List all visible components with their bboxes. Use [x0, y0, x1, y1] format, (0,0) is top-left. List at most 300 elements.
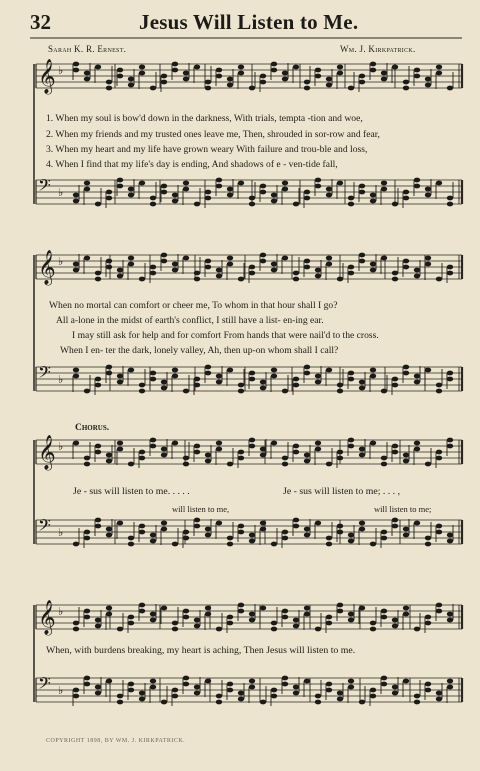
bass-clef: 𝄢: [38, 673, 51, 697]
note-head: [150, 444, 156, 449]
note-head: [139, 383, 145, 388]
note-head: [161, 190, 167, 195]
note-head: [117, 68, 123, 73]
note-head: [348, 618, 354, 623]
hymn-title: Jesus Will Listen to Me.: [139, 10, 359, 34]
note-head: [293, 524, 299, 529]
note-head: [139, 691, 145, 696]
note-head: [392, 685, 398, 690]
note-head: [370, 62, 376, 67]
note-head: [392, 65, 398, 70]
note-head: [216, 268, 222, 273]
note-head: [183, 462, 189, 467]
note-head: [117, 441, 123, 446]
note-head: [447, 539, 453, 544]
note-head: [359, 606, 365, 611]
note-head: [128, 368, 134, 373]
note-head: [326, 368, 332, 373]
note-head: [106, 533, 112, 538]
note-head: [260, 259, 266, 264]
note-head: [227, 621, 233, 626]
note-head: [260, 700, 266, 705]
note-head: [106, 527, 112, 532]
note-head: [84, 187, 90, 192]
note-head: [216, 374, 222, 379]
note-head: [337, 609, 343, 614]
note-head: [447, 196, 453, 201]
note-head: [414, 178, 420, 183]
note-head: [282, 389, 288, 394]
note-head: [359, 190, 365, 195]
note-head: [370, 694, 376, 699]
note-head: [425, 187, 431, 192]
note-head: [128, 193, 134, 198]
note-head: [227, 368, 233, 373]
note-head: [304, 459, 310, 464]
verse-line: 1. When my soul is bow'd down in the darkness, With trials, tempta -tion and woe,: [46, 113, 363, 124]
note-head: [392, 277, 398, 282]
note-head: [414, 441, 420, 446]
note-head: [282, 682, 288, 687]
note-head: [348, 202, 354, 207]
note-head: [183, 682, 189, 687]
chorus-label: Chorus.: [75, 423, 110, 433]
note-head: [139, 450, 145, 455]
note-head: [337, 383, 343, 388]
chorus-lyric: Je - sus will listen to me. . . . .: [73, 486, 190, 497]
note-head: [95, 377, 101, 382]
note-head: [326, 621, 332, 626]
note-head: [359, 74, 365, 79]
note-head: [370, 542, 376, 547]
note-head: [392, 383, 398, 388]
note-head: [205, 365, 211, 370]
note-head: [447, 86, 453, 91]
note-head: [150, 377, 156, 382]
note-head: [216, 184, 222, 189]
note-head: [282, 530, 288, 535]
note-head: [348, 539, 354, 544]
note-head: [128, 462, 134, 467]
flat-sign: ♭: [58, 684, 64, 697]
note-head: [161, 453, 167, 458]
note-head: [260, 380, 266, 385]
note-head: [425, 77, 431, 82]
note-head: [205, 679, 211, 684]
note-head: [425, 615, 431, 620]
note-head: [304, 679, 310, 684]
note-head: [106, 86, 112, 91]
note-head: [348, 265, 354, 270]
note-head: [249, 539, 255, 544]
note-head: [172, 368, 178, 373]
note-head: [348, 612, 354, 617]
note-head: [425, 682, 431, 687]
note-head: [425, 256, 431, 261]
note-head: [227, 536, 233, 541]
bass-echo: will listen to me,: [172, 504, 230, 514]
note-head: [447, 271, 453, 276]
note-head: [73, 542, 79, 547]
note-head: [84, 71, 90, 76]
note-head: [194, 271, 200, 276]
note-head: [293, 518, 299, 523]
refrain-line: When I en- ter the dark, lonely valley, Ah, then up-on whom shall I call?: [60, 345, 339, 356]
note-head: [403, 80, 409, 85]
note-head: [161, 447, 167, 452]
note-head: [73, 694, 79, 699]
note-head: [436, 450, 442, 455]
note-head: [315, 627, 321, 632]
note-head: [73, 193, 79, 198]
note-head: [128, 621, 134, 626]
note-head: [194, 65, 200, 70]
note-head: [73, 441, 79, 446]
note-head: [216, 700, 222, 705]
note-head: [304, 453, 310, 458]
note-head: [194, 624, 200, 629]
note-head: [249, 533, 255, 538]
note-head: [326, 77, 332, 82]
note-head: [326, 187, 332, 192]
note-head: [370, 368, 376, 373]
note-head: [447, 612, 453, 617]
note-head: [326, 542, 332, 547]
note-head: [315, 700, 321, 705]
note-head: [447, 685, 453, 690]
note-head: [304, 371, 310, 376]
note-head: [161, 380, 167, 385]
note-head: [359, 527, 365, 532]
note-head: [183, 676, 189, 681]
note-head: [95, 624, 101, 629]
note-head: [381, 530, 387, 535]
note-head: [205, 527, 211, 532]
note-head: [216, 380, 222, 385]
note-head: [249, 271, 255, 276]
note-head: [117, 447, 123, 452]
note-head: [447, 371, 453, 376]
note-head: [161, 527, 167, 532]
note-head: [139, 697, 145, 702]
note-head: [315, 694, 321, 699]
note-head: [392, 271, 398, 276]
note-head: [95, 65, 101, 70]
note-head: [172, 621, 178, 626]
note-head: [348, 679, 354, 684]
note-head: [106, 80, 112, 85]
note-head: [172, 262, 178, 267]
note-head: [403, 533, 409, 538]
note-head: [183, 456, 189, 461]
note-head: [315, 447, 321, 452]
note-head: [194, 450, 200, 455]
note-head: [447, 533, 453, 538]
note-head: [326, 536, 332, 541]
note-head: [84, 609, 90, 614]
note-head: [359, 700, 365, 705]
note-head: [293, 450, 299, 455]
note-head: [260, 606, 266, 611]
note-head: [370, 621, 376, 626]
note-head: [117, 700, 123, 705]
note-head: [326, 83, 332, 88]
note-head: [227, 682, 233, 687]
note-head: [359, 386, 365, 391]
note-head: [293, 65, 299, 70]
note-head: [304, 86, 310, 91]
note-head: [359, 380, 365, 385]
note-head: [73, 199, 79, 204]
note-head: [260, 521, 266, 526]
note-head: [183, 389, 189, 394]
note-head: [381, 71, 387, 76]
note-head: [392, 444, 398, 449]
note-head: [359, 259, 365, 264]
note-head: [282, 77, 288, 82]
note-head: [150, 202, 156, 207]
note-head: [249, 612, 255, 617]
note-head: [106, 606, 112, 611]
note-head: [194, 444, 200, 449]
note-head: [183, 181, 189, 186]
note-head: [282, 256, 288, 261]
note-head: [183, 615, 189, 620]
note-head: [84, 536, 90, 541]
note-head: [326, 193, 332, 198]
note-head: [436, 389, 442, 394]
flat-sign: ♭: [58, 186, 64, 199]
note-head: [139, 65, 145, 70]
note-head: [249, 202, 255, 207]
note-head: [326, 682, 332, 687]
note-head: [315, 374, 321, 379]
note-head: [238, 71, 244, 76]
note-head: [161, 700, 167, 705]
note-head: [436, 456, 442, 461]
verse-line: 4. When I find that my life's day is ending, And shadows of e - ven-tide fall,: [46, 159, 338, 170]
note-head: [315, 380, 321, 385]
note-head: [117, 274, 123, 279]
note-head: [337, 603, 343, 608]
note-head: [381, 462, 387, 467]
note-head: [227, 615, 233, 620]
note-head: [370, 268, 376, 273]
note-head: [271, 441, 277, 446]
note-head: [414, 184, 420, 189]
note-head: [282, 615, 288, 620]
note-head: [304, 612, 310, 617]
note-head: [238, 65, 244, 70]
note-head: [172, 374, 178, 379]
note-head: [150, 679, 156, 684]
note-head: [172, 268, 178, 273]
note-head: [150, 265, 156, 270]
note-head: [436, 697, 442, 702]
note-head: [117, 74, 123, 79]
note-head: [227, 83, 233, 88]
note-head: [106, 190, 112, 195]
note-head: [161, 521, 167, 526]
note-head: [348, 444, 354, 449]
note-head: [381, 456, 387, 461]
note-head: [348, 438, 354, 443]
note-head: [161, 259, 167, 264]
note-head: [381, 615, 387, 620]
note-head: [447, 438, 453, 443]
note-head: [403, 265, 409, 270]
note-head: [249, 86, 255, 91]
note-head: [95, 518, 101, 523]
note-head: [436, 65, 442, 70]
note-head: [392, 624, 398, 629]
note-head: [95, 618, 101, 623]
note-head: [95, 691, 101, 696]
note-head: [403, 612, 409, 617]
note-head: [227, 462, 233, 467]
note-head: [414, 627, 420, 632]
note-head: [381, 256, 387, 261]
note-head: [73, 621, 79, 626]
note-head: [238, 530, 244, 535]
note-head: [282, 456, 288, 461]
note-head: [205, 612, 211, 617]
note-head: [414, 374, 420, 379]
bass-clef: 𝄢: [38, 362, 51, 386]
note-head: [348, 377, 354, 382]
note-head: [205, 196, 211, 201]
note-head: [414, 694, 420, 699]
verse-line: 3. When my heart and my life have grown weary With failure and trou-ble and loss,: [46, 144, 368, 155]
note-head: [403, 527, 409, 532]
note-head: [403, 606, 409, 611]
note-head: [271, 368, 277, 373]
note-head: [216, 74, 222, 79]
note-head: [282, 71, 288, 76]
note-head: [249, 685, 255, 690]
note-head: [73, 374, 79, 379]
page-number: 32: [30, 10, 51, 34]
note-head: [216, 441, 222, 446]
note-head: [128, 77, 134, 82]
note-head: [304, 527, 310, 532]
note-head: [150, 271, 156, 276]
note-head: [238, 277, 244, 282]
note-head: [84, 676, 90, 681]
note-head: [139, 530, 145, 535]
note-head: [205, 190, 211, 195]
note-head: [293, 691, 299, 696]
note-head: [293, 618, 299, 623]
note-head: [414, 268, 420, 273]
note-head: [249, 377, 255, 382]
note-head: [161, 253, 167, 258]
note-head: [436, 530, 442, 535]
note-head: [172, 688, 178, 693]
note-head: [304, 265, 310, 270]
note-head: [84, 456, 90, 461]
note-head: [403, 453, 409, 458]
note-head: [205, 86, 211, 91]
note-head: [194, 377, 200, 382]
note-head: [315, 178, 321, 183]
note-head: [403, 259, 409, 264]
note-head: [359, 80, 365, 85]
note-head: [172, 694, 178, 699]
note-head: [84, 256, 90, 261]
note-head: [128, 536, 134, 541]
note-head: [337, 181, 343, 186]
note-head: [436, 71, 442, 76]
note-head: [205, 259, 211, 264]
note-head: [337, 691, 343, 696]
note-head: [425, 262, 431, 267]
note-head: [315, 268, 321, 273]
note-head: [381, 187, 387, 192]
author-credit: Sarah K. R. Ernest.: [48, 44, 127, 54]
note-head: [414, 74, 420, 79]
note-head: [238, 609, 244, 614]
note-head: [73, 262, 79, 267]
note-head: [172, 441, 178, 446]
note-head: [436, 383, 442, 388]
note-head: [117, 380, 123, 385]
note-head: [337, 65, 343, 70]
note-head: [304, 196, 310, 201]
bass-clef: 𝄢: [38, 515, 51, 539]
note-head: [84, 615, 90, 620]
note-head: [205, 265, 211, 270]
note-head: [436, 609, 442, 614]
note-head: [161, 184, 167, 189]
note-head: [84, 77, 90, 82]
note-head: [381, 676, 387, 681]
note-head: [447, 202, 453, 207]
note-head: [293, 624, 299, 629]
note-head: [447, 618, 453, 623]
note-head: [392, 450, 398, 455]
treble-clef: 𝄞: [38, 435, 56, 470]
note-head: [150, 539, 156, 544]
note-head: [282, 609, 288, 614]
note-head: [425, 193, 431, 198]
note-head: [183, 71, 189, 76]
composer-credit: Wm. J. Kirkpatrick.: [340, 44, 416, 54]
note-head: [216, 521, 222, 526]
note-head: [348, 371, 354, 376]
note-head: [304, 365, 310, 370]
note-head: [172, 199, 178, 204]
note-head: [150, 612, 156, 617]
note-head: [106, 453, 112, 458]
note-head: [403, 190, 409, 195]
note-head: [282, 676, 288, 681]
note-head: [172, 68, 178, 73]
note-head: [447, 377, 453, 382]
note-head: [260, 527, 266, 532]
note-head: [392, 202, 398, 207]
note-head: [304, 80, 310, 85]
note-head: [414, 521, 420, 526]
note-head: [348, 271, 354, 276]
note-head: [238, 181, 244, 186]
note-head: [194, 618, 200, 623]
note-head: [337, 389, 343, 394]
note-head: [95, 685, 101, 690]
note-head: [425, 462, 431, 467]
note-head: [359, 453, 365, 458]
note-head: [73, 68, 79, 73]
